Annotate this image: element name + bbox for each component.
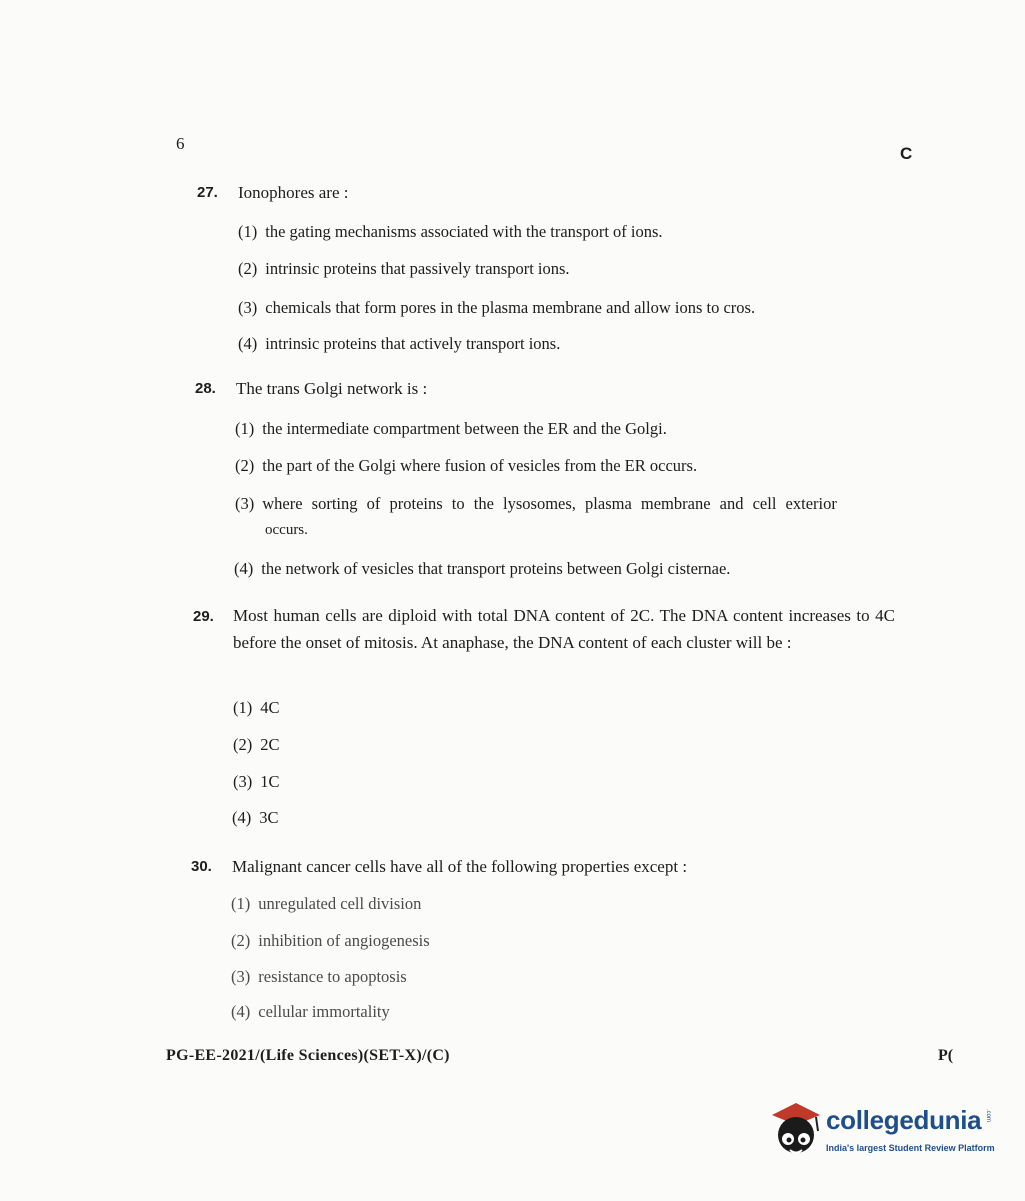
option-4: (4) the network of vesicles that transport proteins between Golgi cisternae. bbox=[234, 559, 731, 578]
logo-tagline: India's largest Student Review Platform bbox=[826, 1143, 995, 1153]
option-1: (1) unregulated cell division bbox=[231, 894, 422, 913]
option-2: (2) inhibition of angiogenesis bbox=[231, 931, 430, 950]
option-3: (3) 1C bbox=[233, 772, 280, 791]
question-text: The trans Golgi network is : bbox=[236, 379, 428, 398]
logo-wordmark: collegedunia bbox=[826, 1105, 982, 1135]
footer-right: P( bbox=[938, 1047, 954, 1064]
option-3: (3) resistance to apoptosis bbox=[231, 967, 407, 986]
question-text: Ionophores are : bbox=[238, 183, 349, 202]
option-2: (2) intrinsic proteins that passively transport ions. bbox=[238, 259, 570, 278]
option-3: (3) chemicals that form pores in the plasma membrane and allow ions to cros. bbox=[238, 298, 756, 317]
option-1: (1) the intermediate compartment between the ER and the Golgi. bbox=[235, 419, 667, 438]
question-number: 27. bbox=[197, 184, 218, 201]
footer-code: PG-EE-2021/(Life Sciences)(SET-X)/(C) bbox=[166, 1047, 450, 1064]
option-4: (4) cellular immortality bbox=[231, 1002, 390, 1021]
mascot-icon bbox=[768, 1095, 826, 1165]
question-number: 30. bbox=[191, 858, 212, 875]
set-code: C bbox=[900, 144, 913, 163]
question-text: Most human cells are diploid with total DNA content of 2C. The DNA content increases to 4C before the onset of mitosis. At anaphase, the DNA content of each cluster will be : bbox=[233, 606, 895, 652]
option-3: (3) where sorting of proteins to the lysosomes, plasma membrane and cell exterior bbox=[235, 494, 837, 513]
option-4: (4) intrinsic proteins that actively transport ions. bbox=[238, 334, 561, 353]
question-number: 28. bbox=[195, 380, 216, 397]
option-4: (4) 3C bbox=[232, 808, 279, 827]
question-text: Malignant cancer cells have all of the following properties except : bbox=[232, 857, 688, 876]
option-2: (2) 2C bbox=[233, 735, 280, 754]
question-number: 29. bbox=[193, 608, 214, 625]
logo-suffix: .com bbox=[985, 1109, 991, 1123]
option-2: (2) the part of the Golgi where fusion of vesicles from the ER occurs. bbox=[235, 456, 698, 475]
option-3-continuation: occurs. bbox=[265, 522, 308, 538]
page-number: 6 bbox=[176, 134, 185, 153]
option-1: (1) 4C bbox=[233, 698, 280, 717]
option-1: (1) the gating mechanisms associated with the transport of ions. bbox=[238, 222, 663, 241]
collegedunia-logo bbox=[768, 1095, 998, 1165]
